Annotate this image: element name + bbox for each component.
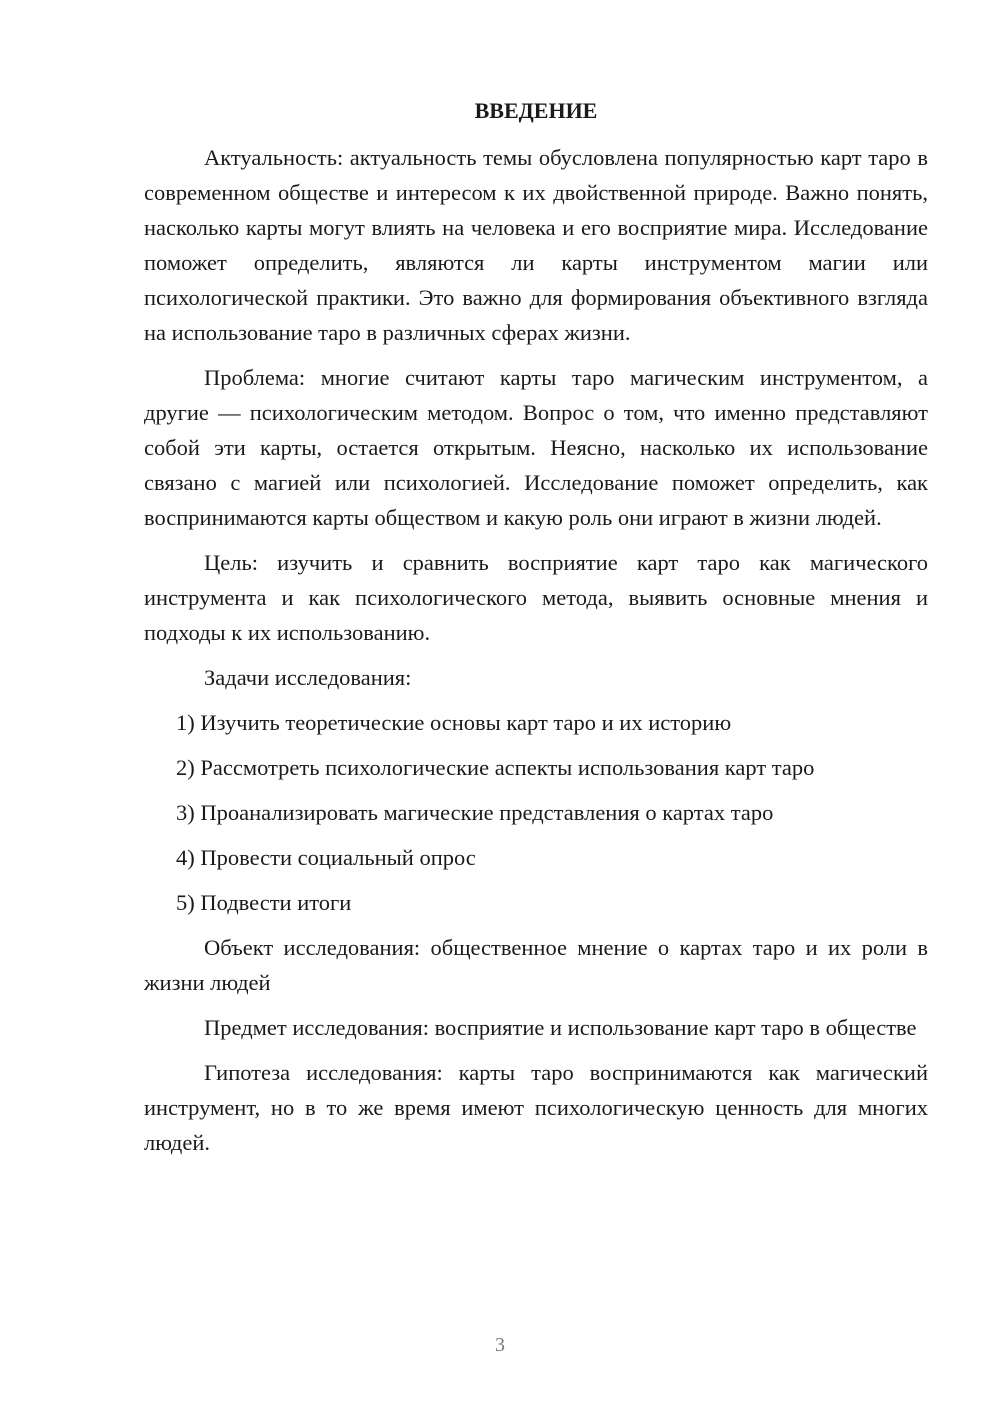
paragraph-goal: Цель: изучить и сравнить восприятие карт таро как магического инструмента и как психологического метода, выявить основные мнения и подходы к их использованию. — [144, 550, 928, 645]
paragraph-hypothesis: Гипотеза исследования: карты таро воспринимаются как магический инструмент, но в то же время имеют психологическую ценность для многих людей. — [144, 1060, 928, 1155]
page-number: 3 — [495, 1334, 505, 1356]
paragraph-relevance: Актуальность: актуальность темы обусловлена популярностью карт таро в современном обществе и интересом к их двойственной природе. Важно понять, насколько карты могут влиять на человека и его восприятие мира. Исследование поможет определить, являются ли карты инструментом магии или психологической практики. Это важно для формирования объективного взгляда на использование таро в различных сферах жизни. — [144, 145, 928, 345]
paragraph-problem: Проблема: многие считают карты таро магическим инструментом, а другие — психологическим методом. Вопрос о том, что именно представляют собой эти карты, остается открытым. Неясно, насколько их использование связано с магией или психологией. Исследование поможет определить, как воспринимаются карты обществом и какую роль они играют в жизни людей. — [144, 365, 928, 530]
paragraph-object: Объект исследования: общественное мнение о картах таро и их роли в жизни людей — [144, 935, 928, 995]
task-item-3: 3) Проанализировать магические представления о картах таро — [176, 800, 774, 825]
task-item-2: 2) Рассмотреть психологические аспекты использования карт таро — [176, 755, 815, 780]
task-item-1: 1) Изучить теоретические основы карт таро и их историю — [176, 710, 732, 735]
task-item-4: 4) Провести социальный опрос — [176, 845, 476, 870]
page-content — [144, 93, 928, 1170]
tasks-heading: Задачи исследования: — [204, 665, 412, 690]
task-item-5: 5) Подвести итоги — [176, 890, 352, 915]
paragraph-subject: Предмет исследования: восприятие и использование карт таро в обществе — [204, 1015, 917, 1040]
page-title: ВВЕДЕНИЕ — [474, 98, 598, 123]
task-list — [144, 705, 928, 920]
